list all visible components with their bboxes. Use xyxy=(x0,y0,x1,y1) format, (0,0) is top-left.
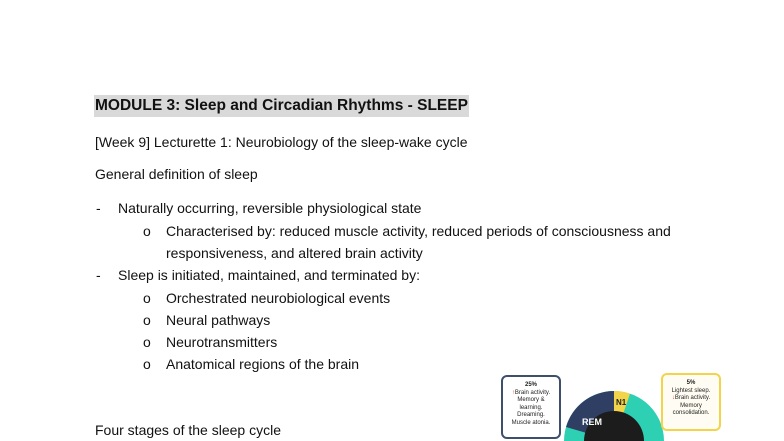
sub-bullet-marker: o xyxy=(143,356,151,372)
arrow-up-icon: ↑ xyxy=(511,389,515,396)
n1-line: consolidation. xyxy=(672,410,710,416)
n1-line: Lightest sleep. xyxy=(671,387,711,394)
n1-info-box xyxy=(661,373,721,431)
lecturette-subtitle: [Week 9] Lecturette 1: Neurobiology of the sleep-wake cycle xyxy=(95,134,468,150)
rem-info-box xyxy=(501,375,561,439)
module-title: MODULE 3: Sleep and Circadian Rhythms - SLEEP xyxy=(94,95,469,117)
arrow-down-icon: ↓ xyxy=(671,395,675,401)
bullet-item-sleep-initiated: Sleep is initiated, maintained, and terminated by: xyxy=(118,267,420,283)
rem-percent: 25% xyxy=(524,382,537,388)
rem-line: Dreaming. xyxy=(517,412,545,418)
bullet-item-natural-state: Naturally occurring, reversible physiological state xyxy=(118,200,422,216)
sub-bullet-characterised-line2: responsiveness, and altered brain activity xyxy=(166,245,423,261)
section-heading-definition: General definition of sleep xyxy=(95,166,258,182)
sub-bullet-neural-pathways: Neural pathways xyxy=(166,312,271,328)
sub-bullet-marker: o xyxy=(143,334,151,350)
n1-line: Memory xyxy=(680,402,702,409)
rem-line: Memory & xyxy=(517,397,545,403)
sub-bullet-marker: o xyxy=(143,223,151,239)
rem-line: Muscle atonia. xyxy=(511,419,551,426)
sub-bullet-neurobiological-events: Orchestrated neurobiological events xyxy=(166,290,391,306)
sub-bullet-neurotransmitters: Neurotransmitters xyxy=(166,334,278,350)
n1-wheel-label: N1 xyxy=(616,398,627,407)
sub-bullet-marker: o xyxy=(143,290,151,306)
n1-line: Brain activity. xyxy=(674,395,711,401)
section-heading-stages: Four stages of the sleep cycle xyxy=(95,422,281,438)
bullet-marker: - xyxy=(96,267,101,283)
rem-line: learning. xyxy=(519,404,543,411)
bullet-marker: - xyxy=(96,200,101,216)
rem-wheel-label: REM xyxy=(582,417,602,427)
sleep-cycle-wheel xyxy=(560,387,668,441)
sub-bullet-characterised-line1: Characterised by: reduced muscle activity, reduced periods of consciousness and xyxy=(166,223,671,239)
rem-line: Brain activity. xyxy=(514,389,551,396)
sub-bullet-anatomical-regions: Anatomical regions of the brain xyxy=(166,356,359,372)
n1-percent: 5% xyxy=(686,380,696,386)
sleep-cycle-figure xyxy=(498,370,722,441)
sub-bullet-marker: o xyxy=(143,312,151,328)
